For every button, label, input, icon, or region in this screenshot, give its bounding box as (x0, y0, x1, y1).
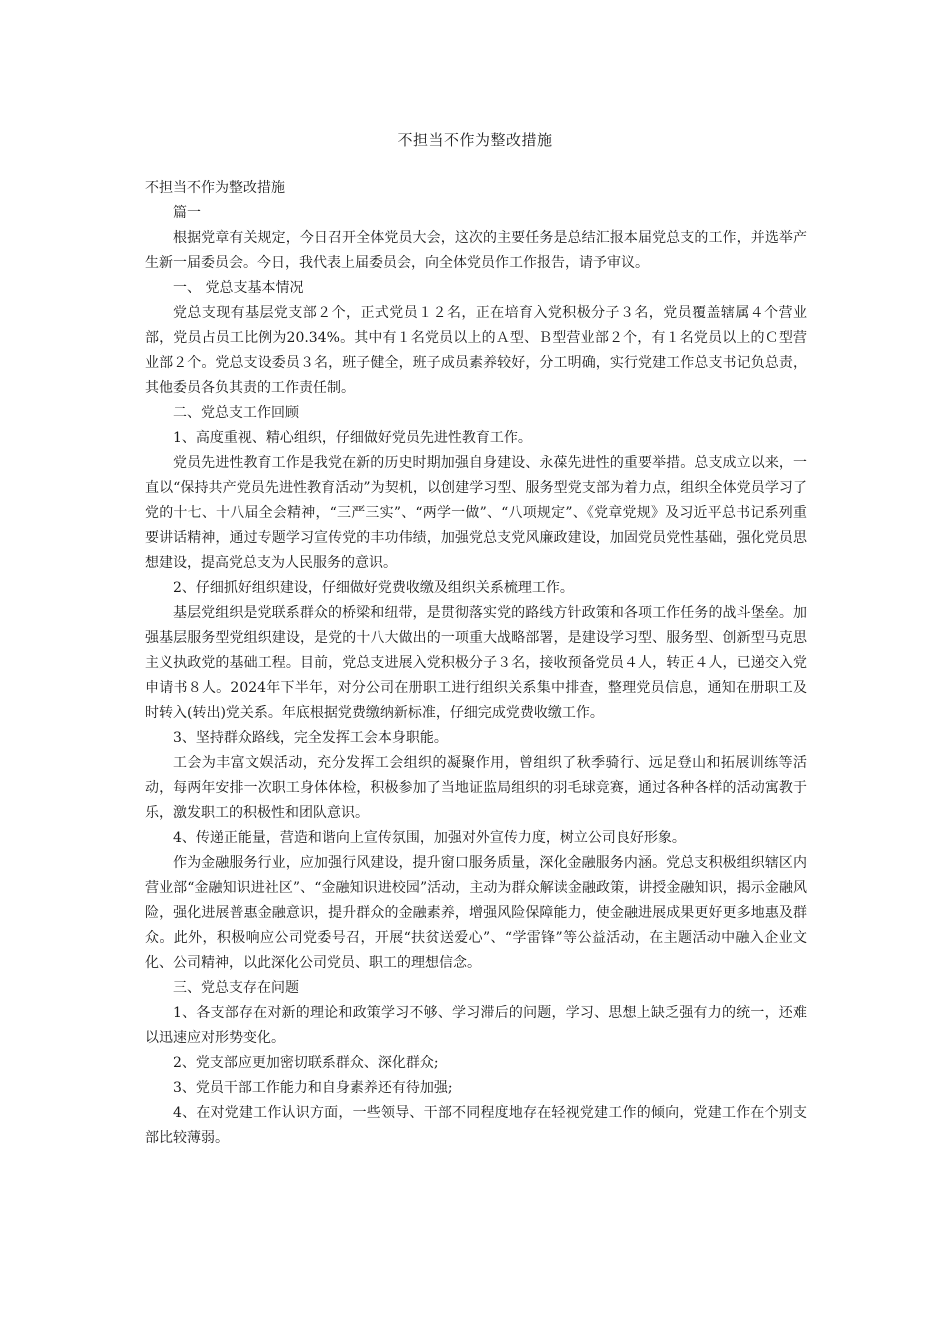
paragraph: 党员先进性教育工作是我党在新的历史时期加强自身建设、永葆先进性的重要举措。总支成立以来，一直以“保持共产党员先进性教育活动”为契机，以创建学习型、服务型党支部为着力点，组织全体党员学习了党的十七、十八届全会精神，“三严三实”、“两学一做”、“八项规定”、《党章党规》及习近平总书记系列重要讲话精神，通过专题学习宣传党的丰功伟绩，加强党总支党风廉政建设，加固党员党性基础，强化党员思想建设，提高党总支为人民服务的意识。 (145, 455, 807, 571)
paragraph: 作为金融服务行业，应加强行风建设，提升窗口服务质量，深化金融服务内涵。党总支积极组织辖区内营业部“金融知识进社区”、“金融知识进校园”活动，主动为群众解读金融政策，讲授金融知识，揭示金融风险，强化进展普惠金融意识，提升群众的金融素养，增强风险保障能力，使金融进展成果更好更多地惠及群众。此外，积极响应公司党委号召，开展“扶贫送爱心”、“学雷锋”等公益活动，在主题活动中融入企业文化、公司精神，以此深化公司党员、职工的理想信念。 (145, 855, 807, 971)
paragraph: 根据党章有关规定，今日召开全体党员大会，这次的主要任务是总结汇报本届党总支的工作，并选举产生新一届委员会。今日，我代表上届委员会，向全体党员作工作报告，请予审议。 (145, 230, 807, 271)
section-label: 篇一 (173, 205, 201, 221)
section-heading: 二、党总支工作回顾 (173, 405, 299, 421)
document-body (145, 176, 807, 1151)
body-heading: 不担当不作为整改措施 (145, 180, 285, 196)
document-title: 不担当不作为整改措施 (397, 131, 553, 149)
list-item: 2、党支部应更加密切联系群众、深化群众; (173, 1055, 439, 1071)
paragraph: 工会为丰富文娱活动，充分发挥工会组织的凝聚作用，曾组织了秋季骑行、远足登山和拓展训练等活动，每两年安排一次职工身体体检，积极参加了当地证监局组织的羽毛球竞赛，通过各种各样的活动寓教于乐，激发职工的积极性和团队意识。 (145, 755, 807, 821)
list-item: 3、党员干部工作能力和自身素养还有待加强; (173, 1080, 453, 1096)
subsection-heading: 2、仔细抓好组织建设，仔细做好党费收缴及组织关系梳理工作。 (173, 580, 574, 596)
paragraph: 基层党组织是党联系群众的桥梁和纽带，是贯彻落实党的路线方针政策和各项工作任务的战斗堡垒。加强基层服务型党组织建设，是党的十八大做出的一项重大战略部署，是建设学习型、服务型、创新型马克思主义执政党的基础工程。目前，党总支进展入党积极分子３名，接收预备党员４人，转正４人，已递交入党申请书８人。2024年下半年，对分公司在册职工进行组织关系集中排查，整理党员信息，通知在册职工及时转入(转出)党关系。年底根据党费缴纳新标准，仔细完成党费收缴工作。 (145, 605, 807, 721)
list-item: 1、各支部存在对新的理论和政策学习不够、学习滞后的问题，学习、思想上缺乏强有力的统一，还难以迅速应对形势变化。 (145, 1005, 807, 1046)
paragraph: 党总支现有基层党支部２个，正式党员１２名，正在培育入党积极分子３名，党员覆盖辖属４个营业部，党员占员工比例为20.34%。其中有１名党员以上的Ａ型、Ｂ型营业部２个，有１名党员以上的Ｃ型营业部２个。党总支设委员３名，班子健全，班子成员素养较好，分工明确，实行党建工作总支书记负总责，其他委员各负其责的工作责任制。 (145, 305, 807, 396)
subsection-heading: 3、坚持群众路线，完全发挥工会本身职能。 (173, 730, 448, 746)
section-heading: 一、 党总支基本情况 (173, 280, 304, 296)
subsection-heading: 1、高度重视、精心组织，仔细做好党员先进性教育工作。 (173, 430, 532, 446)
list-item: 4、在对党建工作认识方面，一些领导、干部不同程度地存在轻视党建工作的倾向，党建工作在个别支部比较薄弱。 (145, 1105, 807, 1146)
subsection-heading: 4、传递正能量，营造和谐向上宣传氛围，加强对外宣传力度，树立公司良好形象。 (173, 830, 686, 846)
section-heading: 三、党总支存在问题 (173, 980, 299, 996)
